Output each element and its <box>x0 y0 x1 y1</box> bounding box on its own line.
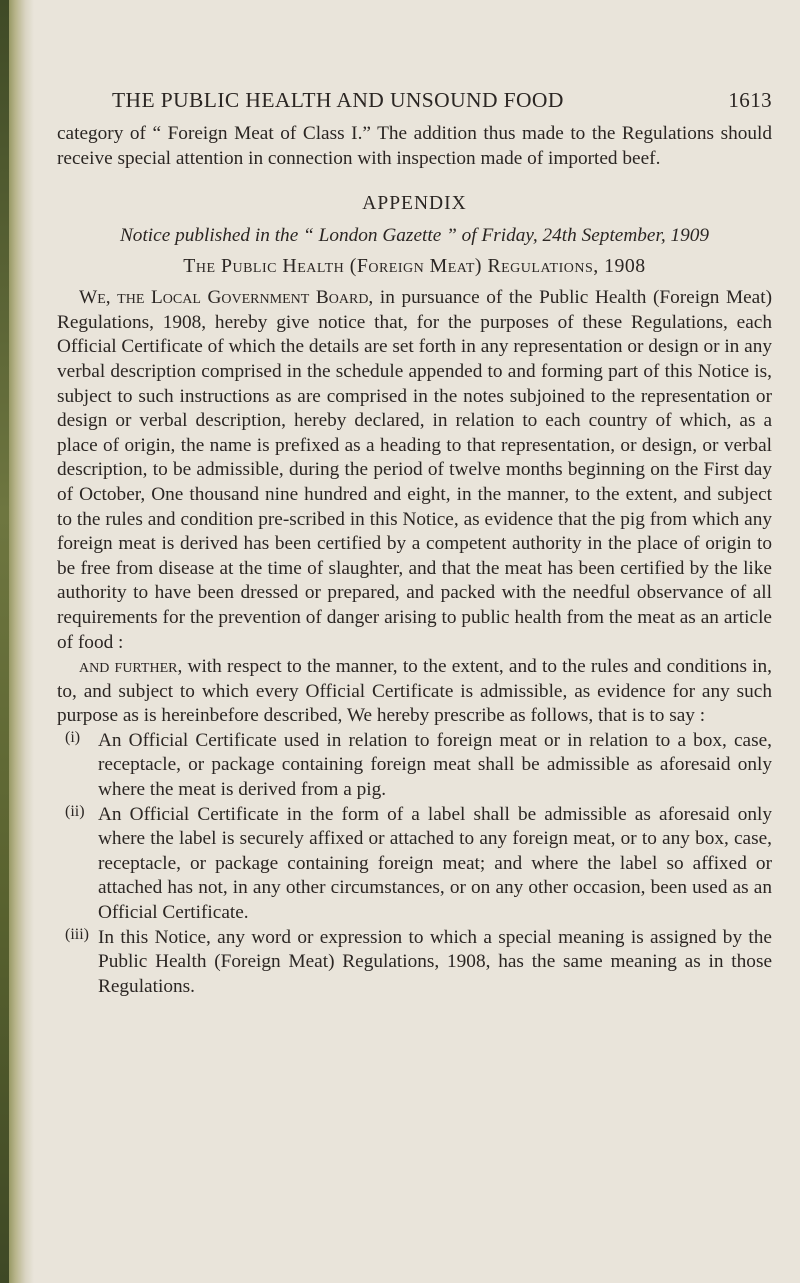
running-header <box>112 88 772 113</box>
list-item-text: In this Notice, any word or expression to which a special meaning is assigned by the Public Health (Foreign Meat) Regulations, 1908, has the same meaning as in those Regulations. <box>98 926 772 997</box>
gazette-notice-line: Notice published in the “ London Gazette ” of Friday, 24th September, 1909 <box>119 225 710 247</box>
book-page <box>57 88 772 999</box>
list-item-number: (i) <box>65 728 81 746</box>
paragraph-further-lead: and further, <box>79 656 183 678</box>
page-number: 1613 <box>728 88 772 112</box>
list-item-text: An Official Certificate used in relation to foreign meat or in relation to a box, case, receptacle, or package containing foreign meat shall be admissible as aforesaid only where the meat is derived from a pig. <box>98 729 772 801</box>
list-item-number: (ii) <box>65 802 85 820</box>
paragraph-further <box>57 655 772 729</box>
list-item-number: (iii) <box>65 925 89 943</box>
list-item <box>57 803 772 926</box>
list-item-text: An Official Certificate in the form of a label shall be admissible as aforesaid only where the label is securely affixed or attached to any foreign meat, or to any box, case, receptacle, or package containing foreign meat; and where the label so affixed or attached has not, in any other circumstances, or on any other occasion, been used as an Official Certificate. <box>98 803 772 924</box>
paragraph-further-body: with respect to the manner, to the extent, and to the rules and conditions in, to, and subject to which every Official Certificate is admissible, as evidence for any such purpose as is hereinbefore described, We hereby prescribe as follows, that is to say : <box>57 656 772 727</box>
paragraph-notice-lead: We, the Local Government Board, <box>79 287 374 309</box>
list-item <box>57 926 772 1000</box>
paragraph-notice <box>57 286 772 655</box>
appendix-heading: APPENDIX <box>362 193 467 215</box>
list-item <box>57 729 772 803</box>
lead-paragraph: category of “ Foreign Meat of Class I.” The addition thus made to the Regulations should receive special attention in connection with inspection made of imported beef. <box>57 123 772 169</box>
binding-edge <box>0 0 9 1283</box>
running-title: THE PUBLIC HEALTH AND UNSOUND FOOD <box>112 88 564 112</box>
regulations-heading: The Public Health (Foreign Meat) Regulations, 1908 <box>183 255 646 278</box>
paragraph-notice-body: in pursuance of the Public Health (Foreign Meat) Regulations, 1908, hereby give notice that, for the purposes of these Regulations, each Official Certificate of which the details are set forth in any representation or design or in any verbal description comprised in the schedule appended to and forming part of this Notice is, subject to such instructions as are comprised in the notes subjoined to the representation or design or verbal description, hereby declared, in relation to each country of which, as a place of origin, the name is prefixed as a heading to that representation, or design, or verbal description, to be admissible, during the period of twelve months beginning on the First day of October, One thousand nine hundred and eight, in the manner, to the extent, and subject to the rules and condition pre-scribed in this Notice, as evidence that the pig from which any foreign meat is derived has been certified by a competent authority in the place of origin to be free from disease at the time of slaughter, and that the meat has been certified by the like authority to have been dressed or prepared, and packed with the needful observance of all requirements for the prevention of danger arising to public health from the meat as an article of food : <box>57 287 772 653</box>
